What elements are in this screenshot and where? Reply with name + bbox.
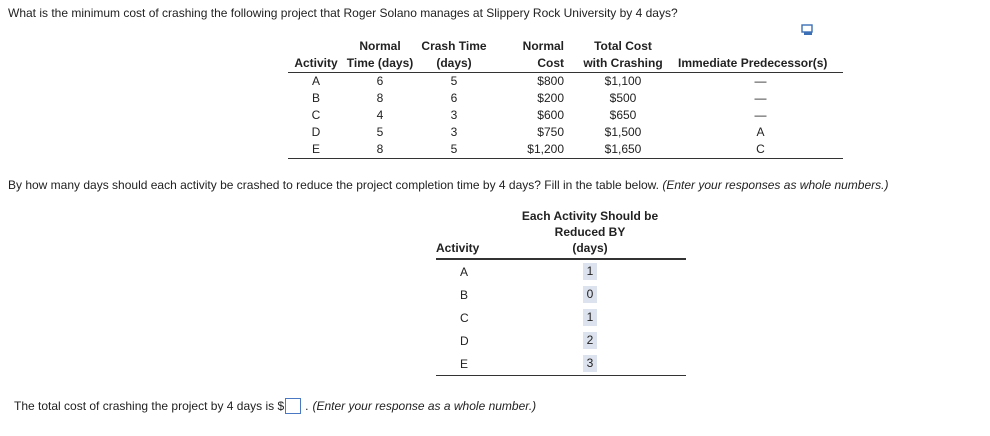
activity-cell: E xyxy=(288,141,344,159)
predecessor-cell: — xyxy=(754,108,767,122)
normal-cost-cell: $600 xyxy=(537,108,564,122)
header-cell xyxy=(288,38,344,55)
table-row xyxy=(436,283,686,306)
total-cost-period: . xyxy=(305,399,309,413)
crash-time-cell: 3 xyxy=(450,125,458,139)
total-cost-prompt xyxy=(14,398,536,414)
header-cell xyxy=(678,38,843,55)
normal-time-cell: 8 xyxy=(344,141,416,159)
table-row xyxy=(288,90,843,107)
crash-time-cell: 5 xyxy=(450,74,458,88)
days-cell xyxy=(494,329,686,352)
answer-value[interactable]: 3 xyxy=(583,355,597,372)
days-cell xyxy=(494,283,686,306)
activity-cell: B xyxy=(460,287,469,302)
total-cost-label: The total cost of crashing the project by 4 days is $ xyxy=(14,399,285,413)
table-row xyxy=(288,124,843,141)
total-cost-cell: $1,100 xyxy=(604,74,642,88)
activity-cell: C xyxy=(311,108,321,122)
header-cell: Cost xyxy=(492,55,568,73)
table-row xyxy=(436,259,686,283)
crash-time-cell: 6 xyxy=(450,91,458,105)
table-row xyxy=(288,73,843,91)
header-cell: (days) xyxy=(416,55,492,73)
days-cell xyxy=(494,306,686,329)
total-cost-cell: $1,500 xyxy=(604,125,642,139)
total-cost-cell: $500 xyxy=(609,91,637,105)
crash-time-cell: 5 xyxy=(416,141,492,159)
activity-cell: D xyxy=(460,333,469,348)
header-cell: Activity xyxy=(288,55,344,73)
normal-cost-cell: $200 xyxy=(537,91,564,105)
predecessor-cell: C xyxy=(678,141,843,159)
header-cell: with Crashing xyxy=(568,55,678,73)
predecessor-cell: A xyxy=(756,125,765,139)
table-row xyxy=(436,306,686,329)
activity-cell: E xyxy=(436,352,494,376)
table-row xyxy=(288,107,843,124)
normal-cost-cell: $800 xyxy=(537,74,564,88)
reduce-header-line2: Reduced BY xyxy=(554,225,626,239)
reduce-header-line1: Each Activity Should be xyxy=(521,209,659,223)
predecessor-cell: — xyxy=(754,74,767,88)
normal-cost-cell: $1,200 xyxy=(492,141,568,159)
normal-time-cell: 5 xyxy=(376,125,384,139)
question-text: What is the minimum cost of crashing the following project that Roger Solano manages at Slippery Rock University by 4 days? xyxy=(8,6,678,20)
total-cost-note: (Enter your response as a whole number.) xyxy=(312,399,537,413)
normal-time-cell: 4 xyxy=(376,108,384,122)
table-row xyxy=(436,329,686,352)
total-cost-cell: $1,650 xyxy=(568,141,678,159)
table-row xyxy=(436,352,686,376)
project-data-table xyxy=(288,38,843,159)
answer-value[interactable]: 1 xyxy=(583,309,597,326)
instruction-text xyxy=(8,178,888,192)
total-cost-input[interactable] xyxy=(285,398,301,414)
header-cell: Normal xyxy=(359,39,401,53)
reduce-header-line3: (days) xyxy=(572,241,608,255)
instruction-note: (Enter your responses as whole numbers.) xyxy=(662,178,889,192)
header-cell: Time (days) xyxy=(344,55,416,73)
normal-cost-cell: $750 xyxy=(537,125,564,139)
activity-header: Activity xyxy=(436,208,494,259)
header-cell: Normal xyxy=(522,39,564,53)
predecessor-cell: — xyxy=(754,91,767,105)
activity-cell: C xyxy=(460,310,469,325)
answer-value[interactable]: 1 xyxy=(583,263,597,280)
header-cell: Immediate Predecessor(s) xyxy=(678,55,843,73)
header-cell: Crash Time xyxy=(421,39,487,53)
days-cell xyxy=(494,352,686,376)
instruction-main: By how many days should each activity be crashed to reduce the project completion time by 4 days? Fill in the table below. xyxy=(8,178,660,192)
crash-time-cell: 3 xyxy=(450,108,458,122)
reduce-header xyxy=(494,208,686,259)
normal-time-cell: 6 xyxy=(376,74,384,88)
days-cell xyxy=(494,259,686,283)
total-cost-cell: $650 xyxy=(609,108,637,122)
activity-cell: A xyxy=(311,74,320,88)
copy-icon[interactable] xyxy=(801,24,815,36)
crash-days-table xyxy=(436,208,686,376)
activity-cell: A xyxy=(460,264,469,279)
normal-time-cell: 8 xyxy=(376,91,384,105)
answer-value[interactable]: 0 xyxy=(583,286,597,303)
answer-value[interactable]: 2 xyxy=(583,332,597,349)
table-row xyxy=(288,141,843,159)
activity-cell: D xyxy=(311,125,321,139)
header-cell: Total Cost xyxy=(594,39,652,53)
activity-cell: B xyxy=(311,91,320,105)
